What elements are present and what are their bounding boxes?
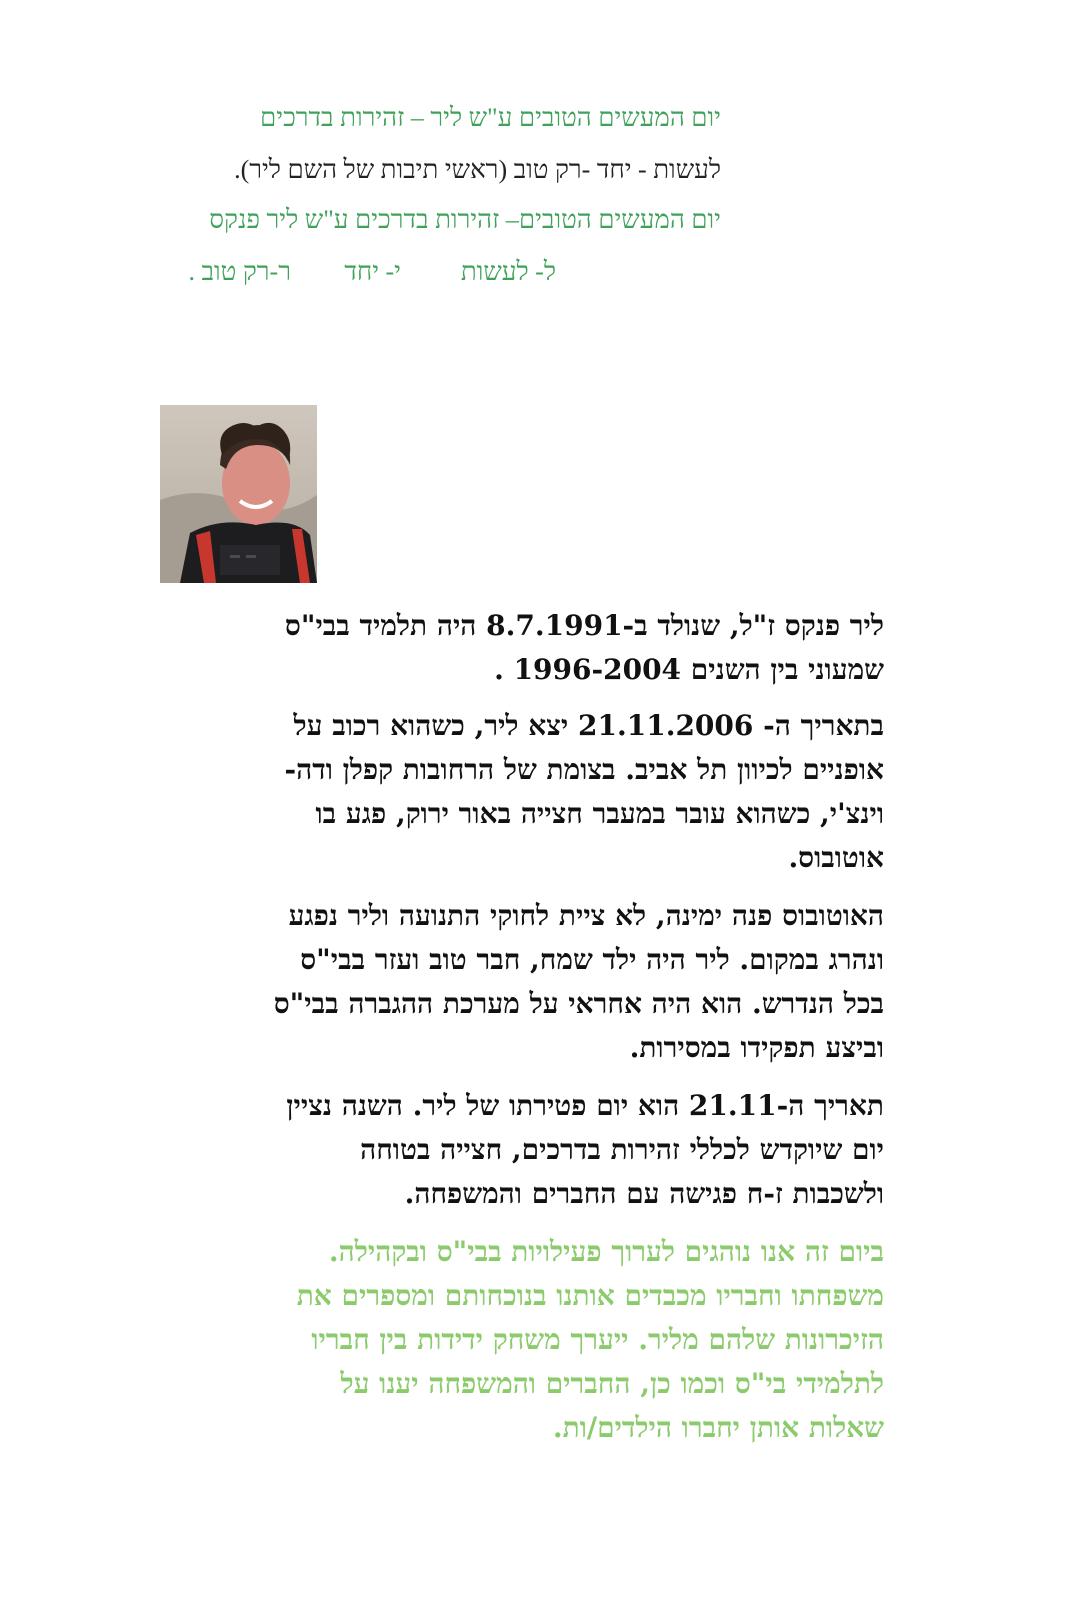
acronym-letter-yod: י- יחד	[344, 257, 401, 286]
activities-paragraph	[158, 1230, 884, 1450]
text-line: ונהרג במקום. ליר היה ילד שמח, חבר טוב ועזר בבי"ס	[300, 943, 884, 976]
acronym-letter-resh: ר-רק טוב .	[188, 257, 291, 286]
text-line: הזיכרונות שלהם מליר. ייערך משחק ידידות בין חבריו	[311, 1323, 884, 1356]
text-line: משפחתו וחבריו מכבדים אותנו בנוכחותם ומספרים את	[296, 1279, 884, 1312]
text-line: שאלות אותן יחברו הילדים/ות.	[552, 1411, 884, 1444]
text-line: האוטובוס פנה ימינה, לא ציית לחוקי התנועה וליר נפגע	[288, 899, 884, 932]
text-line: שמעוני בין השנים 1996-2004 .	[494, 653, 884, 686]
text-line: אופניים לכיוון תל אביב. בצומת של הרחובות קפלן ודה-	[284, 753, 884, 786]
portrait-photo	[160, 405, 317, 583]
text-line: אוטובוס.	[788, 841, 884, 874]
text-line: בתאריך ה- 21.11.2006 יצא ליר, כשהוא רכוב על	[293, 709, 884, 742]
text-line: ביום זה אנו נוהגים לערוך פעילויות בבי"ס ובקהילה.	[328, 1235, 884, 1268]
text-line: תאריך ה-21.11 הוא יום פטירתו של ליר. השנה נציין	[286, 1089, 884, 1122]
text-line: וביצע תפקידו במסירות.	[629, 1031, 884, 1064]
text-line: וינצ'י, כשהוא עובר במעבר חצייה באור ירוק, פגע בו	[315, 797, 884, 830]
biography-paragraph-accident	[158, 704, 884, 880]
biography-paragraph-birth	[158, 604, 884, 692]
text-line: בכל הנדרש. הוא היה אחראי על מערכת ההגברה בבי"ס	[273, 987, 884, 1020]
biography-paragraph-character	[158, 894, 884, 1070]
header-subtitle-line: יום המעשים הטובים– זהירות בדרכים ע"ש ליר פנקס	[209, 205, 721, 234]
text-line: ליר פנקס ז"ל, שנולד ב-8.7.1991 היה תלמיד בבי"ס	[284, 609, 884, 642]
text-line: יום שיוקדש לכללי זהירות בדרכים, חצייה בטוחה	[360, 1133, 884, 1166]
acronym-letter-lamed: ל- לעשות	[460, 257, 556, 286]
text-line: לתלמידי בי"ס וכמו כן, החברים והמשפחה יענו על	[340, 1367, 884, 1400]
acronym-explanation-line: לעשות - יחד -רק טוב (ראשי תיבות של השם ליר).	[234, 155, 721, 184]
memorial-day-paragraph	[158, 1084, 884, 1216]
header-title-line: יום המעשים הטובים ע"ש ליר – זהירות בדרכים	[260, 103, 721, 132]
text-line: ולשכבות ז-ח פגישה עם החברים והמשפחה.	[404, 1177, 884, 1210]
